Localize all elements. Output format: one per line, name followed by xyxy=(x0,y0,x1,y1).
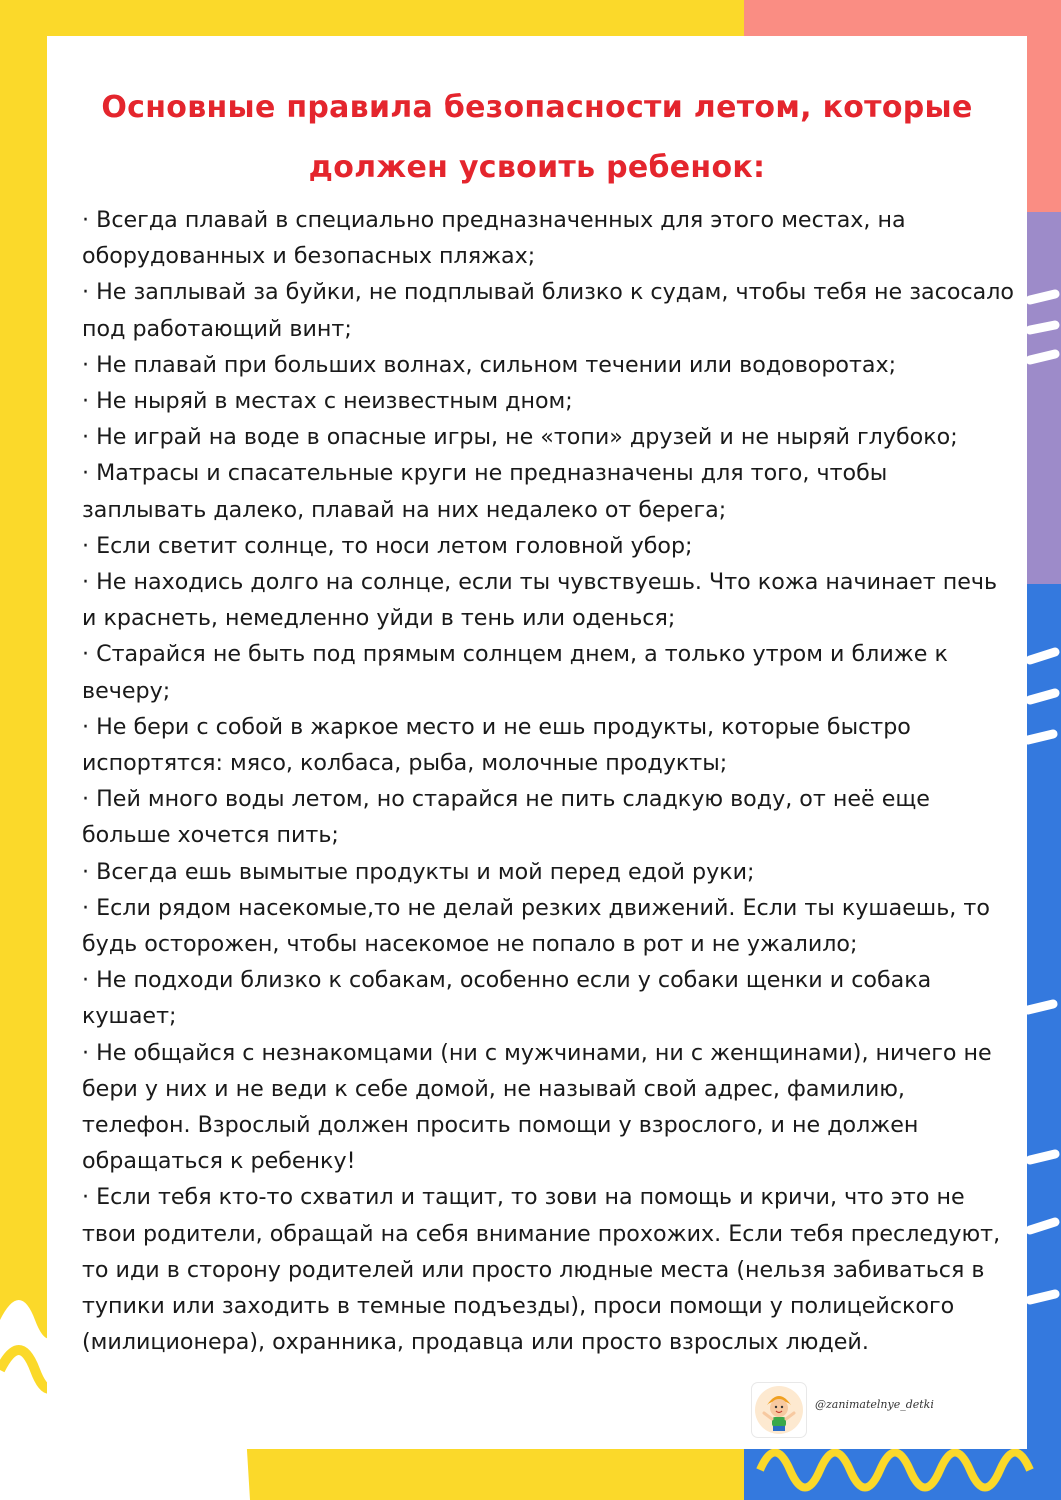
list-item: · Не общайся с незнакомцами (ни с мужчинами, ни с женщинами), ничего не бери у них и не веди к себе домой, не называй свой адрес, фамилию, телефон. Взрослый должен просить помощи у взрослого, и не должен обращаться к ребенку! xyxy=(82,1039,992,1175)
list-item: · Не бери с собой в жаркое место и не ешь продукты, которые быстро испортятся: мясо, колбаса, рыба, молочные продукты; xyxy=(82,713,911,777)
watermark-handle: @zanimatelnye_detki xyxy=(815,1398,934,1411)
list-item: · Если светит солнце, то носи летом головной убор; xyxy=(82,532,693,559)
list-item: · Не плавай при больших волнах, сильном течении или водоворотах; xyxy=(82,351,897,378)
list-item: · Старайся не быть под прямым солнцем днем, а только утром и ближе к вечеру; xyxy=(82,641,948,704)
title-line-1: Основные правила безопасности летом, которые xyxy=(101,90,973,125)
list-item: · Матрасы и спасательные круги не предназначены для того, чтобы заплывать далеко, плавай на них недалеко от берега; xyxy=(82,460,888,523)
list-item: · Не находись долго на солнце, если ты чувствуешь. Что кожа начинает печь и краснеть, немедленно уйди в тень или оденься; xyxy=(82,569,998,632)
safety-rules-list xyxy=(82,202,1017,1361)
list-item: · Не ныряй в местах с неизвестным дном; xyxy=(82,388,573,415)
watermark xyxy=(752,1383,977,1437)
content-card xyxy=(47,36,1027,1449)
list-item: · Всегда плавай в специально предназначенных для этого местах, на оборудованных и безопасных пляжах; xyxy=(82,207,906,270)
title-line-2: должен усвоить ребенок: xyxy=(308,150,766,185)
list-item: · Если тебя кто-то схватил и тащит, то зови на помощь и кричи, что это не твои родители, обращай на себя внимание прохожих. Если тебя преследуют, то иди в сторону родителей или просто людные места (нельзя забиваться в тупики или заходить в темные подъезды), проси помощи у полицейского (милиционера), охранника, продавца или просто взрослых людей. xyxy=(82,1184,1001,1356)
list-item: · Не заплывай за буйки, не подплывай близко к судам, чтобы тебя не засосало под работающий винт; xyxy=(82,279,1014,342)
list-item: · Не играй на воде в опасные игры, не «топи» друзей и не ныряй глубоко; xyxy=(82,424,958,451)
page-title xyxy=(47,78,1027,198)
list-item: · Пей много воды летом, но старайся не пить сладкую воду, от неё еще больше хочется пить; xyxy=(82,786,930,849)
list-item: · Если рядом насекомые,то не делай резких движений. Если ты кушаешь, то будь осторожен, чтобы насекомое не попало в рот и не ужалило; xyxy=(82,894,990,958)
cartoon-boy-icon xyxy=(752,1383,806,1437)
list-item: · Всегда ешь вымытые продукты и мой перед едой руки; xyxy=(82,858,755,885)
list-item: · Не подходи близко к собакам, особенно если у собаки щенки и собака кушает; xyxy=(82,967,932,1030)
